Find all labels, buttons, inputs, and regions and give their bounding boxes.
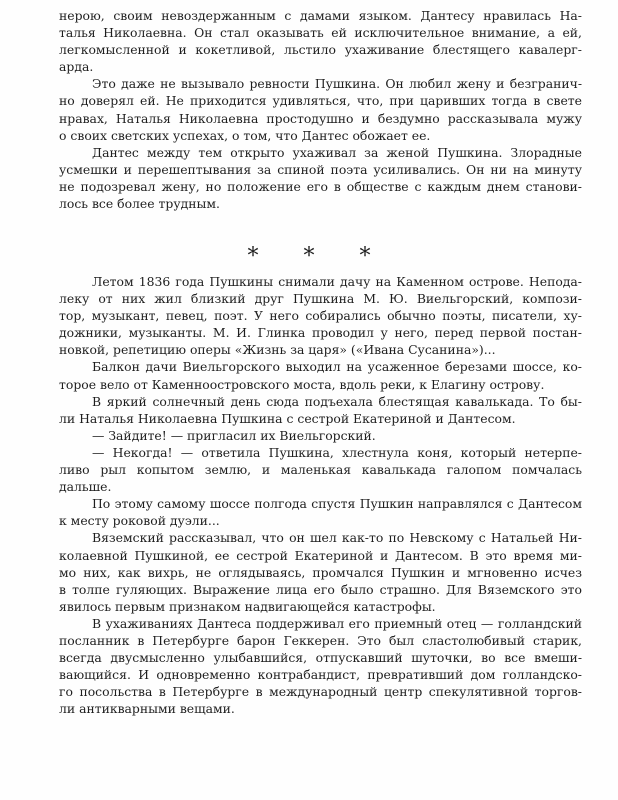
paragraph	[59, 529, 582, 614]
text-line: По этому самому шоссе полгода спустя Пушкин направлялся с Дантесом	[92, 496, 582, 512]
text-line: Это даже не вызывало ревности Пушкина. Он любил жену и безгранич-	[92, 76, 582, 92]
text-line: ливо рыл копытом землю, и маленькая кавалькада галопом помчалась	[59, 462, 582, 478]
text-line: к месту роковой дуэли...	[59, 513, 220, 529]
text-line: в толпе гуляющих. Выражение лица его было страшно. Для Вяземского это	[59, 581, 582, 597]
text-line: легкомысленной и кокетливой, льстило ухаживание блестящего кавалерг-	[59, 42, 582, 58]
paragraph	[59, 393, 582, 427]
text-line: лось все более трудным.	[59, 196, 220, 212]
text-line: Летом 1836 года Пушкины снимали дачу на Каменном острове. Непода-	[92, 274, 582, 289]
separator-asterisk: *	[247, 244, 259, 269]
paragraph	[59, 495, 582, 529]
text-line: тор, музыкант, певец, поэт. У него собирались обычно поэты, писатели, ху-	[59, 308, 582, 324]
text-line: ли антикварными вещами.	[59, 701, 235, 717]
paragraph	[59, 358, 582, 392]
text-section-top	[59, 7, 582, 212]
section-separator	[0, 246, 618, 268]
text-line: явилось первым признаком надвигающейся катастрофы.	[59, 598, 436, 614]
text-line: дальше.	[59, 479, 112, 495]
text-line: не подозревал жену, но положение его в обществе с каждым днем станови-	[59, 178, 582, 194]
text-line: мо них, как вихрь, не оглядываясь, промчался Пушкин и мгновенно исчез	[59, 564, 582, 580]
separator-asterisk: *	[303, 244, 315, 269]
text-line: посланник в Петербурге барон Геккерен. Это был сластолюбивый старик,	[59, 632, 582, 648]
text-line: Вяземский рассказывал, что он шел как-то по Невскому с Натальей Ни-	[92, 530, 582, 546]
paragraph	[59, 427, 582, 444]
text-line: — Некогда! — ответила Пушкина, хлестнула коня, который нетерпе-	[92, 444, 582, 460]
text-line: В ухаживаниях Дантеса поддерживал его приемный отец — голландский	[92, 615, 582, 631]
text-line: Дантес между тем открыто ухаживал за женой Пушкина. Злорадные	[92, 144, 582, 160]
text-line: новкой, репетицию оперы «Жизнь за царя» («Ивана Сусанина»)...	[59, 342, 496, 358]
text-line: колаевной Пушкиной, ее сестрой Екатериной и Дантесом. В это время ми-	[59, 547, 582, 563]
text-line: — Зайдите! — пригласил их Виельгорский.	[92, 427, 376, 443]
text-line: вающийся. И одновременно контрабандист, превративший дом голландско-	[59, 667, 582, 683]
text-line: всегда двусмысленно улыбавшийся, отпускавший шуточки, во все вмеши-	[59, 650, 582, 666]
text-line: ли Наталья Николаевна Пушкина с сестрой Екатериной и Дантесом.	[59, 410, 516, 426]
paragraph	[59, 444, 582, 495]
text-line: го посольства в Петербурге в международный центр спекулятивной торгов-	[59, 684, 582, 700]
text-line: нравах, Наталья Николаевна простодушно и бездумно рассказывала мужу	[59, 110, 582, 126]
text-line: усмешки и перешептывания за спиной поэта усиливались. Он ни на минуту	[59, 161, 582, 177]
separator-asterisk: *	[359, 244, 371, 269]
paragraph	[59, 273, 582, 358]
text-line: талья Николаевна. Он стал оказывать ей исключительное внимание, а ей,	[59, 25, 582, 41]
text-line: дожники, музыканты. М. И. Глинка проводил у него, перед первой постан-	[59, 325, 582, 341]
text-line: леку от них жил близкий друг Пушкина М. Ю. Виельгорский, компози-	[59, 291, 582, 307]
text-line: но доверял ей. Не приходится удивляться, что, при царивших тогда в свете	[59, 93, 582, 109]
text-line: В яркий солнечный день сюда подъехала блестящая кавалькада. То бы-	[92, 393, 582, 409]
text-line: Балкон дачи Виельгорского выходил на усаженное березами шоссе, ко-	[92, 359, 582, 375]
text-line: о своих светских успехах, о том, что Дантес обожает ее.	[59, 127, 431, 143]
text-line: нерою, своим невоздержанным с дамами языком. Дантесу нравилась На-	[59, 8, 582, 23]
paragraph	[59, 615, 582, 718]
text-line: арда.	[59, 59, 94, 75]
text-section-bottom	[59, 273, 582, 717]
text-line: торое вело от Каменноостровского моста, вдоль реки, к Елагину острову.	[59, 376, 545, 392]
paragraph	[59, 75, 582, 143]
paragraph	[59, 144, 582, 212]
paragraph	[59, 7, 582, 75]
